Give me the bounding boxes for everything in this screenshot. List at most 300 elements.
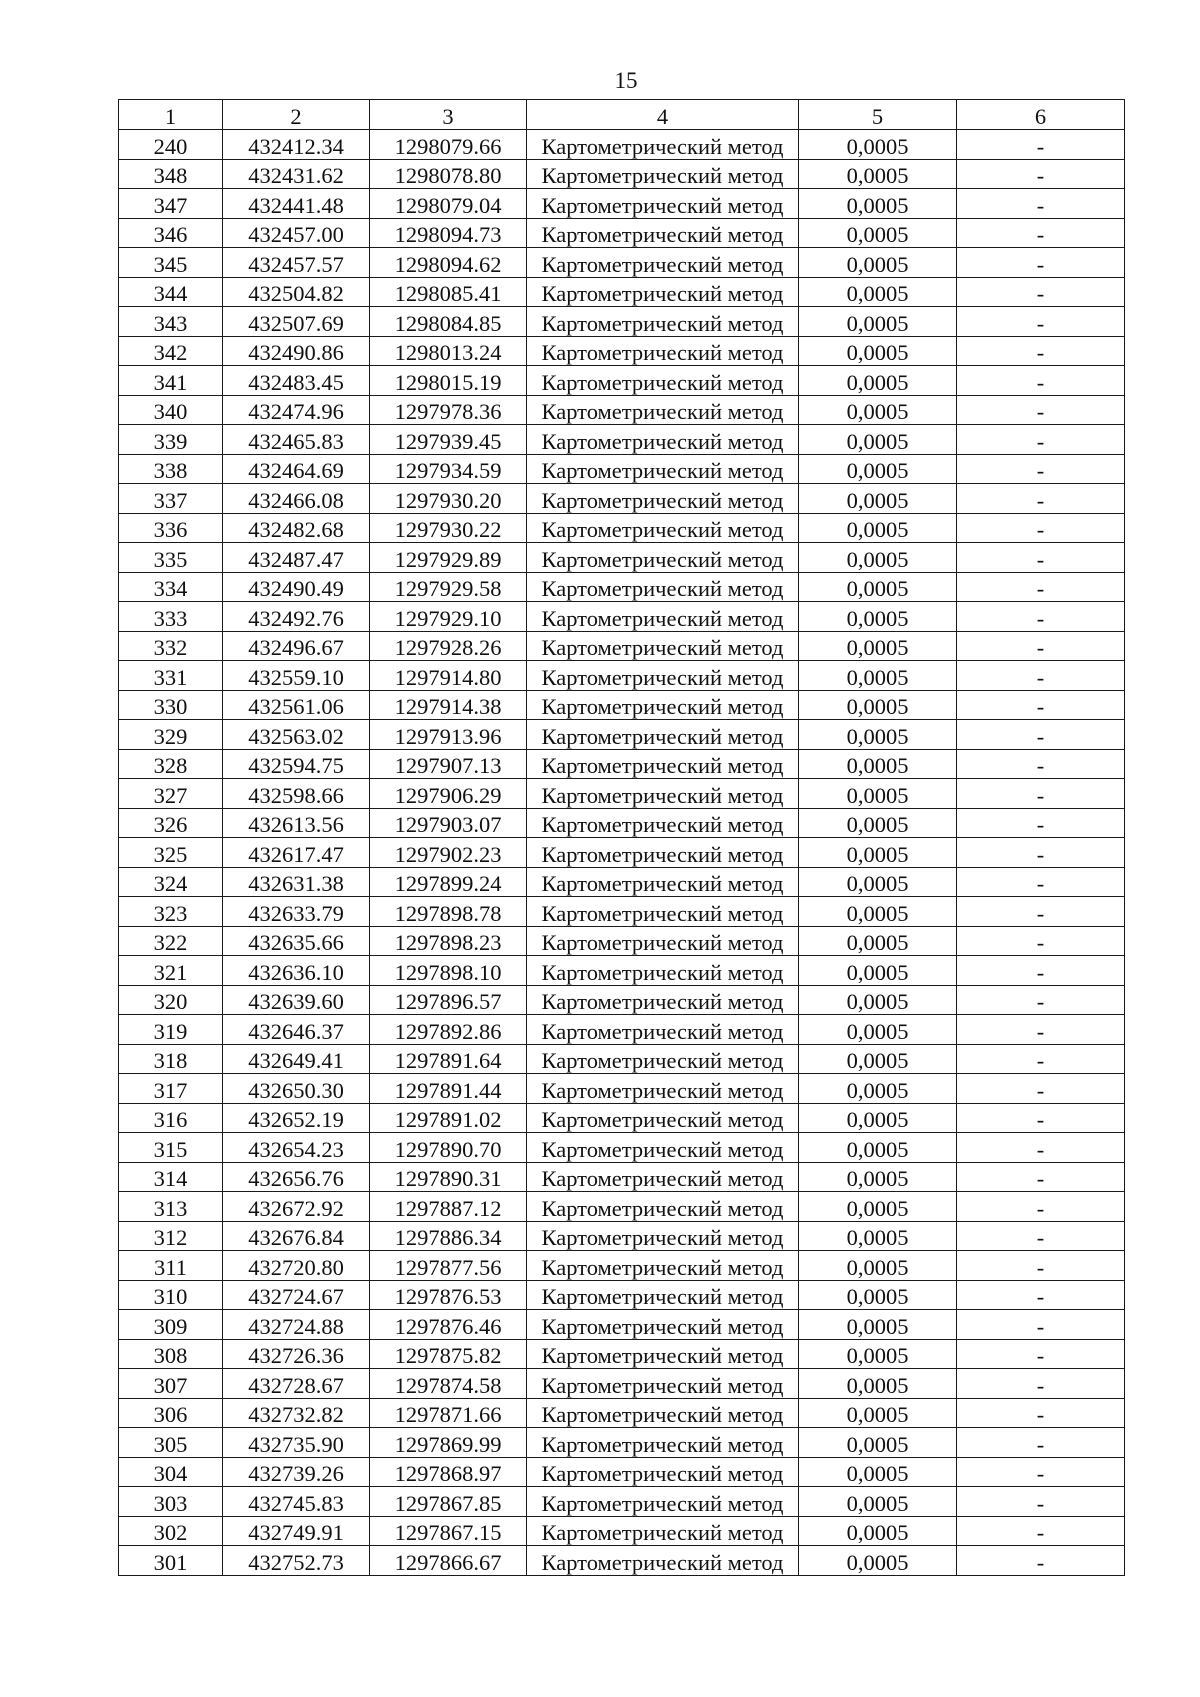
method-cell: Картометрический метод <box>527 779 799 809</box>
accuracy-cell: 0,0005 <box>799 1310 957 1340</box>
x-coordinate-cell: 432457.00 <box>223 218 370 248</box>
x-coordinate-cell: 432672.92 <box>223 1192 370 1222</box>
method-cell: Картометрический метод <box>527 1015 799 1045</box>
y-coordinate-cell: 1297876.46 <box>370 1310 527 1340</box>
point-number-cell: 324 <box>119 867 223 897</box>
note-cell: - <box>957 1457 1125 1487</box>
note-cell: - <box>957 454 1125 484</box>
x-coordinate-cell: 432482.68 <box>223 513 370 543</box>
point-number-cell: 336 <box>119 513 223 543</box>
accuracy-cell: 0,0005 <box>799 189 957 219</box>
method-cell: Картометрический метод <box>527 1044 799 1074</box>
x-coordinate-cell: 432613.56 <box>223 808 370 838</box>
y-coordinate-cell: 1298094.62 <box>370 248 527 278</box>
method-cell: Картометрический метод <box>527 749 799 779</box>
note-cell: - <box>957 513 1125 543</box>
method-cell: Картометрический метод <box>527 1487 799 1517</box>
point-number-cell: 332 <box>119 631 223 661</box>
point-number-cell: 313 <box>119 1192 223 1222</box>
x-coordinate-cell: 432654.23 <box>223 1133 370 1163</box>
accuracy-cell: 0,0005 <box>799 1192 957 1222</box>
table-row <box>119 1015 1125 1045</box>
y-coordinate-cell: 1297869.99 <box>370 1428 527 1458</box>
point-number-cell: 331 <box>119 661 223 691</box>
x-coordinate-cell: 432492.76 <box>223 602 370 632</box>
accuracy-cell: 0,0005 <box>799 808 957 838</box>
accuracy-cell: 0,0005 <box>799 1103 957 1133</box>
accuracy-cell: 0,0005 <box>799 484 957 514</box>
column-header: 2 <box>223 100 370 130</box>
x-coordinate-cell: 432465.83 <box>223 425 370 455</box>
accuracy-cell: 0,0005 <box>799 130 957 160</box>
method-cell: Картометрический метод <box>527 602 799 632</box>
note-cell: - <box>957 1398 1125 1428</box>
table-row <box>119 956 1125 986</box>
table-row <box>119 1339 1125 1369</box>
method-cell: Картометрический метод <box>527 631 799 661</box>
point-number-cell: 240 <box>119 130 223 160</box>
accuracy-cell: 0,0005 <box>799 897 957 927</box>
y-coordinate-cell: 1298085.41 <box>370 277 527 307</box>
point-number-cell: 322 <box>119 926 223 956</box>
accuracy-cell: 0,0005 <box>799 1457 957 1487</box>
note-cell: - <box>957 159 1125 189</box>
x-coordinate-cell: 432635.66 <box>223 926 370 956</box>
x-coordinate-cell: 432412.34 <box>223 130 370 160</box>
note-cell: - <box>957 425 1125 455</box>
point-number-cell: 311 <box>119 1251 223 1281</box>
accuracy-cell: 0,0005 <box>799 1339 957 1369</box>
note-cell: - <box>957 1221 1125 1251</box>
x-coordinate-cell: 432739.26 <box>223 1457 370 1487</box>
y-coordinate-cell: 1297907.13 <box>370 749 527 779</box>
point-number-cell: 304 <box>119 1457 223 1487</box>
method-cell: Картометрический метод <box>527 1192 799 1222</box>
x-coordinate-cell: 432594.75 <box>223 749 370 779</box>
y-coordinate-cell: 1298078.80 <box>370 159 527 189</box>
table-row <box>119 1310 1125 1340</box>
table-row <box>119 1369 1125 1399</box>
table-row <box>119 867 1125 897</box>
accuracy-cell: 0,0005 <box>799 631 957 661</box>
y-coordinate-cell: 1297906.29 <box>370 779 527 809</box>
accuracy-cell: 0,0005 <box>799 307 957 337</box>
note-cell: - <box>957 1516 1125 1546</box>
y-coordinate-cell: 1297890.70 <box>370 1133 527 1163</box>
method-cell: Картометрический метод <box>527 1546 799 1576</box>
note-cell: - <box>957 484 1125 514</box>
point-number-cell: 339 <box>119 425 223 455</box>
table-row <box>119 189 1125 219</box>
point-number-cell: 317 <box>119 1074 223 1104</box>
note-cell: - <box>957 1339 1125 1369</box>
note-cell: - <box>957 926 1125 956</box>
x-coordinate-cell: 432431.62 <box>223 159 370 189</box>
method-cell: Картометрический метод <box>527 189 799 219</box>
point-number-cell: 347 <box>119 189 223 219</box>
point-number-cell: 329 <box>119 720 223 750</box>
x-coordinate-cell: 432487.47 <box>223 543 370 573</box>
table-row <box>119 838 1125 868</box>
method-cell: Картометрический метод <box>527 248 799 278</box>
method-cell: Картометрический метод <box>527 1074 799 1104</box>
y-coordinate-cell: 1297914.80 <box>370 661 527 691</box>
method-cell: Картометрический метод <box>527 454 799 484</box>
method-cell: Картометрический метод <box>527 1251 799 1281</box>
note-cell: - <box>957 1103 1125 1133</box>
x-coordinate-cell: 432464.69 <box>223 454 370 484</box>
method-cell: Картометрический метод <box>527 808 799 838</box>
y-coordinate-cell: 1297871.66 <box>370 1398 527 1428</box>
method-cell: Картометрический метод <box>527 1133 799 1163</box>
table-row <box>119 1133 1125 1163</box>
table-row <box>119 159 1125 189</box>
note-cell: - <box>957 897 1125 927</box>
y-coordinate-cell: 1297876.53 <box>370 1280 527 1310</box>
note-cell: - <box>957 1133 1125 1163</box>
note-cell: - <box>957 690 1125 720</box>
point-number-cell: 308 <box>119 1339 223 1369</box>
x-coordinate-cell: 432563.02 <box>223 720 370 750</box>
table-row <box>119 395 1125 425</box>
accuracy-cell: 0,0005 <box>799 1251 957 1281</box>
point-number-cell: 335 <box>119 543 223 573</box>
column-header: 1 <box>119 100 223 130</box>
note-cell: - <box>957 248 1125 278</box>
accuracy-cell: 0,0005 <box>799 513 957 543</box>
y-coordinate-cell: 1297874.58 <box>370 1369 527 1399</box>
x-coordinate-cell: 432745.83 <box>223 1487 370 1517</box>
method-cell: Картометрический метод <box>527 159 799 189</box>
point-number-cell: 305 <box>119 1428 223 1458</box>
x-coordinate-cell: 432504.82 <box>223 277 370 307</box>
y-coordinate-cell: 1298015.19 <box>370 366 527 396</box>
method-cell: Картометрический метод <box>527 1221 799 1251</box>
method-cell: Картометрический метод <box>527 572 799 602</box>
note-cell: - <box>957 366 1125 396</box>
point-number-cell: 337 <box>119 484 223 514</box>
y-coordinate-cell: 1297898.78 <box>370 897 527 927</box>
y-coordinate-cell: 1297914.38 <box>370 690 527 720</box>
point-number-cell: 348 <box>119 159 223 189</box>
table-row <box>119 1428 1125 1458</box>
point-number-cell: 307 <box>119 1369 223 1399</box>
x-coordinate-cell: 432732.82 <box>223 1398 370 1428</box>
y-coordinate-cell: 1297867.85 <box>370 1487 527 1517</box>
note-cell: - <box>957 218 1125 248</box>
y-coordinate-cell: 1298079.66 <box>370 130 527 160</box>
point-number-cell: 343 <box>119 307 223 337</box>
table-row <box>119 749 1125 779</box>
point-number-cell: 340 <box>119 395 223 425</box>
table-row <box>119 1044 1125 1074</box>
y-coordinate-cell: 1297929.10 <box>370 602 527 632</box>
note-cell: - <box>957 1428 1125 1458</box>
y-coordinate-cell: 1297868.97 <box>370 1457 527 1487</box>
x-coordinate-cell: 432631.38 <box>223 867 370 897</box>
point-number-cell: 327 <box>119 779 223 809</box>
table-row <box>119 926 1125 956</box>
accuracy-cell: 0,0005 <box>799 572 957 602</box>
y-coordinate-cell: 1297896.57 <box>370 985 527 1015</box>
y-coordinate-cell: 1297899.24 <box>370 867 527 897</box>
x-coordinate-cell: 432650.30 <box>223 1074 370 1104</box>
accuracy-cell: 0,0005 <box>799 838 957 868</box>
y-coordinate-cell: 1298013.24 <box>370 336 527 366</box>
point-number-cell: 315 <box>119 1133 223 1163</box>
note-cell: - <box>957 130 1125 160</box>
accuracy-cell: 0,0005 <box>799 1280 957 1310</box>
note-cell: - <box>957 602 1125 632</box>
page-number: 15 <box>614 68 638 93</box>
table-row <box>119 1221 1125 1251</box>
x-coordinate-cell: 432646.37 <box>223 1015 370 1045</box>
table-row <box>119 1162 1125 1192</box>
point-number-cell: 312 <box>119 1221 223 1251</box>
method-cell: Картометрический метод <box>527 897 799 927</box>
y-coordinate-cell: 1297978.36 <box>370 395 527 425</box>
method-cell: Картометрический метод <box>527 1428 799 1458</box>
point-number-cell: 303 <box>119 1487 223 1517</box>
x-coordinate-cell: 432633.79 <box>223 897 370 927</box>
method-cell: Картометрический метод <box>527 543 799 573</box>
y-coordinate-cell: 1297877.56 <box>370 1251 527 1281</box>
table-row <box>119 454 1125 484</box>
y-coordinate-cell: 1297898.10 <box>370 956 527 986</box>
method-cell: Картометрический метод <box>527 1310 799 1340</box>
x-coordinate-cell: 432441.48 <box>223 189 370 219</box>
note-cell: - <box>957 1546 1125 1576</box>
method-cell: Картометрический метод <box>527 336 799 366</box>
note-cell: - <box>957 1280 1125 1310</box>
table-row <box>119 779 1125 809</box>
method-cell: Картометрический метод <box>527 661 799 691</box>
table-row <box>119 1487 1125 1517</box>
note-cell: - <box>957 749 1125 779</box>
x-coordinate-cell: 432724.88 <box>223 1310 370 1340</box>
table-row <box>119 336 1125 366</box>
table-body <box>119 130 1125 1576</box>
note-cell: - <box>957 720 1125 750</box>
note-cell: - <box>957 1487 1125 1517</box>
column-header: 4 <box>527 100 799 130</box>
point-number-cell: 320 <box>119 985 223 1015</box>
y-coordinate-cell: 1297892.86 <box>370 1015 527 1045</box>
table-row <box>119 1074 1125 1104</box>
column-header: 5 <box>799 100 957 130</box>
method-cell: Картометрический метод <box>527 277 799 307</box>
accuracy-cell: 0,0005 <box>799 454 957 484</box>
point-number-cell: 321 <box>119 956 223 986</box>
column-header: 6 <box>957 100 1125 130</box>
accuracy-cell: 0,0005 <box>799 690 957 720</box>
accuracy-cell: 0,0005 <box>799 1221 957 1251</box>
x-coordinate-cell: 432474.96 <box>223 395 370 425</box>
table-row <box>119 277 1125 307</box>
y-coordinate-cell: 1297898.23 <box>370 926 527 956</box>
note-cell: - <box>957 189 1125 219</box>
x-coordinate-cell: 432720.80 <box>223 1251 370 1281</box>
point-number-cell: 310 <box>119 1280 223 1310</box>
y-coordinate-cell: 1297902.23 <box>370 838 527 868</box>
y-coordinate-cell: 1297913.96 <box>370 720 527 750</box>
note-cell: - <box>957 867 1125 897</box>
table-row <box>119 1546 1125 1576</box>
table-row <box>119 307 1125 337</box>
method-cell: Картометрический метод <box>527 926 799 956</box>
table-row <box>119 720 1125 750</box>
accuracy-cell: 0,0005 <box>799 867 957 897</box>
method-cell: Картометрический метод <box>527 425 799 455</box>
accuracy-cell: 0,0005 <box>799 1546 957 1576</box>
y-coordinate-cell: 1297891.44 <box>370 1074 527 1104</box>
method-cell: Картометрический метод <box>527 1339 799 1369</box>
x-coordinate-cell: 432636.10 <box>223 956 370 986</box>
table-row <box>119 248 1125 278</box>
method-cell: Картометрический метод <box>527 484 799 514</box>
table-row <box>119 1103 1125 1133</box>
accuracy-cell: 0,0005 <box>799 277 957 307</box>
method-cell: Картометрический метод <box>527 513 799 543</box>
accuracy-cell: 0,0005 <box>799 1428 957 1458</box>
point-number-cell: 323 <box>119 897 223 927</box>
note-cell: - <box>957 1310 1125 1340</box>
method-cell: Картометрический метод <box>527 985 799 1015</box>
x-coordinate-cell: 432466.08 <box>223 484 370 514</box>
note-cell: - <box>957 1044 1125 1074</box>
x-coordinate-cell: 432676.84 <box>223 1221 370 1251</box>
x-coordinate-cell: 432749.91 <box>223 1516 370 1546</box>
table-row <box>119 985 1125 1015</box>
table-row <box>119 1457 1125 1487</box>
table-row <box>119 661 1125 691</box>
note-cell: - <box>957 661 1125 691</box>
method-cell: Картометрический метод <box>527 1516 799 1546</box>
point-number-cell: 314 <box>119 1162 223 1192</box>
note-cell: - <box>957 779 1125 809</box>
y-coordinate-cell: 1297928.26 <box>370 631 527 661</box>
accuracy-cell: 0,0005 <box>799 926 957 956</box>
y-coordinate-cell: 1297891.02 <box>370 1103 527 1133</box>
table-row <box>119 631 1125 661</box>
x-coordinate-cell: 432617.47 <box>223 838 370 868</box>
method-cell: Картометрический метод <box>527 1398 799 1428</box>
table-row <box>119 1251 1125 1281</box>
table-row <box>119 130 1125 160</box>
point-number-cell: 306 <box>119 1398 223 1428</box>
accuracy-cell: 0,0005 <box>799 661 957 691</box>
y-coordinate-cell: 1297867.15 <box>370 1516 527 1546</box>
table-row <box>119 1516 1125 1546</box>
y-coordinate-cell: 1297934.59 <box>370 454 527 484</box>
note-cell: - <box>957 631 1125 661</box>
table-row <box>119 1280 1125 1310</box>
method-cell: Картометрический метод <box>527 307 799 337</box>
accuracy-cell: 0,0005 <box>799 602 957 632</box>
x-coordinate-cell: 432561.06 <box>223 690 370 720</box>
x-coordinate-cell: 432728.67 <box>223 1369 370 1399</box>
note-cell: - <box>957 572 1125 602</box>
method-cell: Картометрический метод <box>527 366 799 396</box>
point-number-cell: 325 <box>119 838 223 868</box>
accuracy-cell: 0,0005 <box>799 1074 957 1104</box>
accuracy-cell: 0,0005 <box>799 956 957 986</box>
accuracy-cell: 0,0005 <box>799 985 957 1015</box>
x-coordinate-cell: 432752.73 <box>223 1546 370 1576</box>
point-number-cell: 326 <box>119 808 223 838</box>
point-number-cell: 319 <box>119 1015 223 1045</box>
note-cell: - <box>957 838 1125 868</box>
y-coordinate-cell: 1297929.58 <box>370 572 527 602</box>
table-row <box>119 484 1125 514</box>
table-row <box>119 218 1125 248</box>
x-coordinate-cell: 432490.86 <box>223 336 370 366</box>
method-cell: Картометрический метод <box>527 690 799 720</box>
method-cell: Картометрический метод <box>527 395 799 425</box>
method-cell: Картометрический метод <box>527 838 799 868</box>
table-row <box>119 1398 1125 1428</box>
x-coordinate-cell: 432724.67 <box>223 1280 370 1310</box>
point-number-cell: 328 <box>119 749 223 779</box>
table-row <box>119 690 1125 720</box>
note-cell: - <box>957 1162 1125 1192</box>
point-number-cell: 309 <box>119 1310 223 1340</box>
table-row <box>119 513 1125 543</box>
point-number-cell: 341 <box>119 366 223 396</box>
note-cell: - <box>957 395 1125 425</box>
x-coordinate-cell: 432457.57 <box>223 248 370 278</box>
table-row <box>119 1192 1125 1222</box>
accuracy-cell: 0,0005 <box>799 1487 957 1517</box>
y-coordinate-cell: 1298094.73 <box>370 218 527 248</box>
point-number-cell: 346 <box>119 218 223 248</box>
accuracy-cell: 0,0005 <box>799 779 957 809</box>
x-coordinate-cell: 432726.36 <box>223 1339 370 1369</box>
accuracy-cell: 0,0005 <box>799 395 957 425</box>
accuracy-cell: 0,0005 <box>799 336 957 366</box>
accuracy-cell: 0,0005 <box>799 1516 957 1546</box>
table-row <box>119 572 1125 602</box>
point-number-cell: 302 <box>119 1516 223 1546</box>
point-number-cell: 334 <box>119 572 223 602</box>
point-number-cell: 318 <box>119 1044 223 1074</box>
table-row <box>119 543 1125 573</box>
x-coordinate-cell: 432656.76 <box>223 1162 370 1192</box>
accuracy-cell: 0,0005 <box>799 425 957 455</box>
column-header: 3 <box>370 100 527 130</box>
y-coordinate-cell: 1298084.85 <box>370 307 527 337</box>
method-cell: Картометрический метод <box>527 218 799 248</box>
y-coordinate-cell: 1298079.04 <box>370 189 527 219</box>
method-cell: Картометрический метод <box>527 1280 799 1310</box>
point-number-cell: 316 <box>119 1103 223 1133</box>
x-coordinate-cell: 432496.67 <box>223 631 370 661</box>
note-cell: - <box>957 336 1125 366</box>
point-number-cell: 344 <box>119 277 223 307</box>
point-number-cell: 338 <box>119 454 223 484</box>
y-coordinate-cell: 1297890.31 <box>370 1162 527 1192</box>
method-cell: Картометрический метод <box>527 1457 799 1487</box>
note-cell: - <box>957 808 1125 838</box>
note-cell: - <box>957 956 1125 986</box>
note-cell: - <box>957 1251 1125 1281</box>
x-coordinate-cell: 432652.19 <box>223 1103 370 1133</box>
accuracy-cell: 0,0005 <box>799 749 957 779</box>
accuracy-cell: 0,0005 <box>799 1015 957 1045</box>
method-cell: Картометрический метод <box>527 1162 799 1192</box>
table-row <box>119 808 1125 838</box>
coordinates-table <box>118 99 1125 1576</box>
